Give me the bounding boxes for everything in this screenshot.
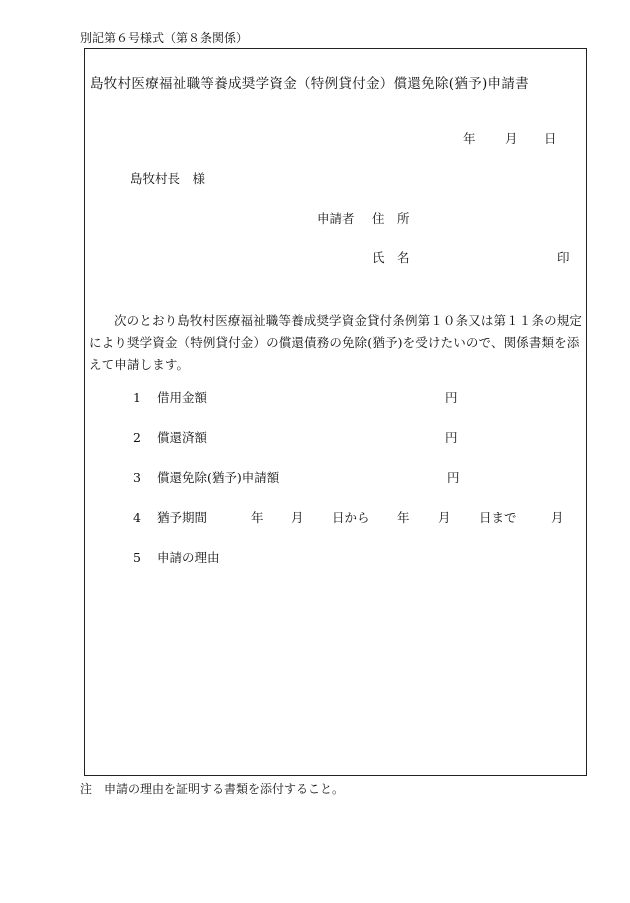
item-1-unit: 円 <box>445 390 458 405</box>
seal-mark: 印 <box>557 250 570 265</box>
date-day-label: 日 <box>544 131 557 146</box>
item-4-month-3: 月 <box>551 510 564 525</box>
item-1-label: 借用金額 <box>157 390 208 405</box>
application-body-text: 次のとおり島牧村医療福祉職等養成奨学資金貸付条例第１０条又は第１１条の規定により奨学資金（特例貸付金）の償還債務の免除(猶予)を受けたいので、関係書類を添えて申請します。 <box>89 313 583 372</box>
item-4-label: 猶予期間 <box>157 510 208 525</box>
item-4-month-1: 月 <box>291 510 304 525</box>
item-4-until: 日まで <box>479 510 517 525</box>
item-2-label: 償還済額 <box>157 430 208 445</box>
item-1-number: 1 <box>133 390 141 405</box>
applicant-label: 申請者 <box>317 211 355 226</box>
item-5-number: 5 <box>133 550 141 565</box>
item-4-from: 日から <box>332 510 370 525</box>
applicant-address-label: 住 所 <box>372 211 410 226</box>
applicant-name-label: 氏 名 <box>372 250 410 265</box>
item-3-unit: 円 <box>447 470 460 485</box>
item-3-label: 償還免除(猶予)申請額 <box>157 470 280 485</box>
form-title: 島牧村医療福祉職等養成奨学資金（特例貸付金）償還免除(猶予)申請書 <box>90 76 529 92</box>
date-month-label: 月 <box>505 131 518 146</box>
item-4-year-2: 年 <box>397 510 410 525</box>
addressee: 島牧村長 様 <box>130 171 206 186</box>
date-year-label: 年 <box>463 131 476 146</box>
form-frame <box>84 48 587 776</box>
item-4-number: 4 <box>133 510 141 525</box>
item-3-number: 3 <box>133 470 141 485</box>
item-4-year-1: 年 <box>251 510 264 525</box>
application-body <box>89 310 585 376</box>
item-2-number: 2 <box>133 430 141 445</box>
form-reference: 別記第６号様式（第８条関係） <box>80 31 249 45</box>
item-4-month-2: 月 <box>438 510 451 525</box>
item-2-unit: 円 <box>445 430 458 445</box>
footnote: 注 申請の理由を証明する書類を添付すること。 <box>80 782 345 796</box>
item-5-label: 申請の理由 <box>157 550 220 565</box>
